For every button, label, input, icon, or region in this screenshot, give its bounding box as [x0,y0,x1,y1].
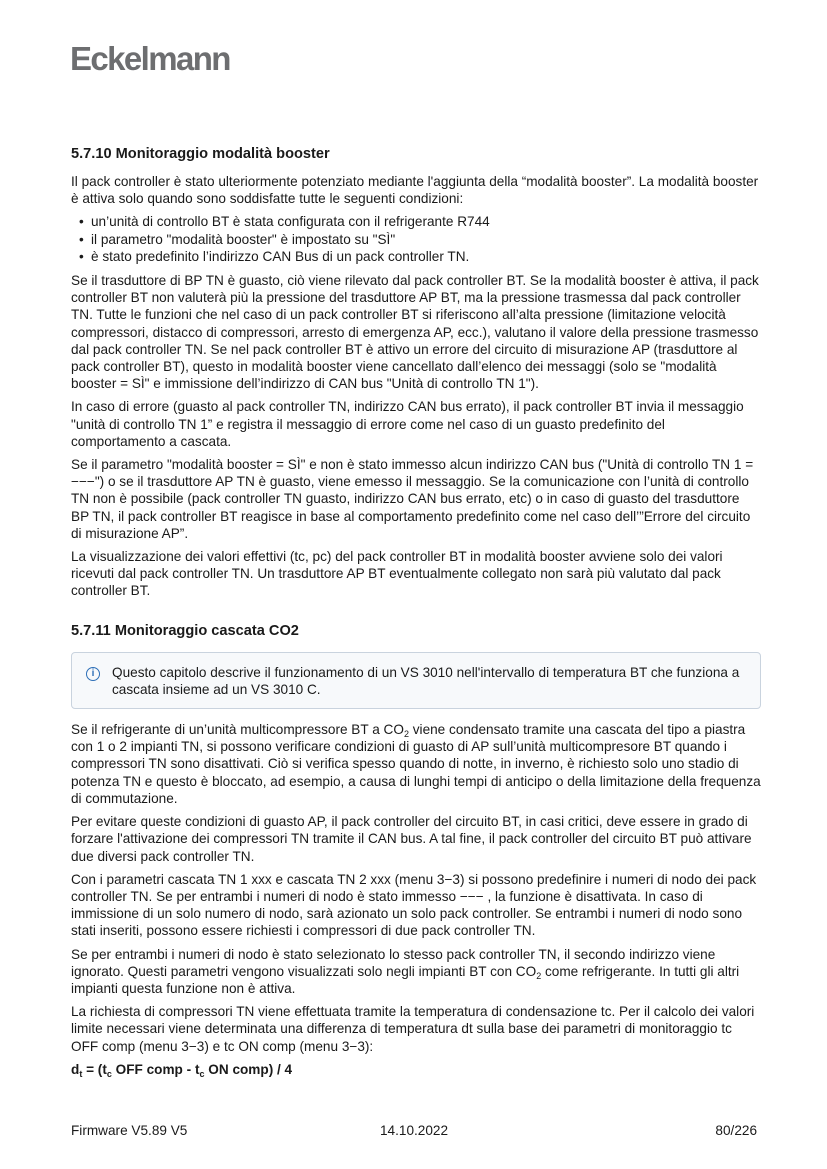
paragraph: Con i parametri cascata TN 1 xxx e cascata TN 2 xxx (menu 3−3) si possono predefinire i numeri di nodo dei pack controller TN. Se per entrambi i numeri di nodo è stato immesso −−− , la funzione è disattivata. In caso di immissione di un solo numero di nodo, sarà azionato un solo pack controller. Se entrambi i numeri di nodo sono stati inseriti, possono essere richiesti i compressori di due pack controller TN. [71,871,757,939]
paragraph: La richiesta di compressori TN viene effettuata tramite la temperatura di condensazione tc. Per il calcolo dei valori limite necessari viene determinata una differenza di temperatura dt sulla base dei parametri di monitoraggio tc OFF comp (menu 3−3) e tc ON comp (menu 3−3): [71,1004,755,1054]
paragraph: La visualizzazione dei valori effettivi (tc, pc) del pack controller BT in modalità booster avviene solo dei valori ricevuti dal pack controller TN. Un trasduttore AP BT eventualmente collegato non sarà più valutato dal pack controller BT. [71,549,723,599]
formula [71,1061,761,1078]
subscript: c [106,1068,112,1079]
paragraph: Se il parametro "modalità booster = SÌ" e non è stato immesso alcun indirizzo CAN bus ("Unità di controllo TN 1 = −−−") o se il trasduttore AP TN è guasto, viene emesso il messaggio. Se la comunicazione con l’unità di controllo TN non è possibile (pack controller TN guasto, indirizzo CAN bus errato, etc) o in caso di guasto del trasduttore BP TN, il pack controller BT reagisce in base al comportamento predefinito come nel caso dell’”Errore del circuito di misurazione AP”. [71,457,754,541]
page-footer [71,1122,757,1140]
info-text: Questo capitolo descrive il funzionamento di un VS 3010 nell'intervallo di temperatura BT che funziona a cascata insieme ad un VS 3010 C. [112,664,740,697]
text: Se per entrambi i numeri di nodo è stato selezionato lo stesso pack controller TN, il secondo indirizzo viene ignorato. Questi parametri vengono visualizzati solo negli impianti BT con CO [71,946,716,979]
list-item: • un’unità di controllo BT è stata configurata con il refrigerante R744 [79,213,761,230]
conditions-list [71,213,761,265]
list-item: • è stato predefinito l’indirizzo CAN Bus di un pack controller TN. [79,248,761,265]
info-icon: i [86,667,100,681]
document-body [71,145,761,1084]
subscript: t [79,1068,83,1079]
text: come refrigerante. In tutti gli altri impianti questa funzione non è attiva. [71,963,740,996]
paragraph: Il pack controller è stato ulteriormente potenziato mediante l'aggiunta della “modalità booster”. La modalità booster è attiva solo quando sono soddisfatte tutte le seguenti condizioni: [71,174,759,207]
eckelmann-logo: Eckelmann [70,40,230,77]
paragraph: In caso di errore (guasto al pack controller TN, indirizzo CAN bus errato), il pack controller BT invia il messaggio "unità di controllo TN 1” e registra il messaggio di errore come nel caso di un guasto predefinito del comportamento a cascata. [71,399,744,449]
text: Se il refrigerante di un’unità multicompressore BT a CO [71,722,404,738]
text: viene condensato tramite una cascata del tipo a piastra con 1 o 2 impianti TN, si possono verificare condizioni di guasto di AP sull’unità multicompresore BT quando i compressori TN sono disattivati. Ciò si verifica spesso quando di notte, in inverno, è richiesto solo uno stadio di potenza TN e questo è bloccato, ad esempio, a causa di lunghi tempi di anticipo o della limitazione della frequenza di commutazione. [71,722,761,806]
subscript: 2 [536,970,542,981]
section-heading-booster: 5.7.10 Monitoraggio modalità booster [71,146,330,162]
info-box [71,652,761,709]
list-item: • il parametro "modalità booster" è impostato su "SÌ" [79,231,761,248]
paragraph: Se il trasduttore di BP TN è guasto, ciò viene rilevato dal pack controller BT. Se la modalità booster è attiva, il pack controller BT non valuterà più la pressione del trasduttore AP BT, ma la pressione trasmessa dal pack controller TN. Tutte le funzioni che nel caso di un pack controller BT si riferiscono all’alta pressione (limitazione velocità compressori, distacco di compressori, arresto di emergenza AP, ecc.), valutano il valore della pressione trasmesso dal pack controller TN. Se nel pack controller BT è attivo un errore del circuito di misurazione AP (trasduttore al pack controller BT), questo in modalità booster viene cancellato dall’elenco dei messaggi (solo se "modalità booster = SÌ" e immissione dell’indirizzo di CAN bus "Unità di controllo TN 1"). [71,273,759,392]
text: OFF comp - t [111,1061,200,1077]
firmware-version: Firmware V5.89 V5 [71,1123,188,1138]
text: ON comp) / 4 [204,1061,293,1077]
subscript: 2 [403,729,409,740]
subscript: c [199,1068,205,1079]
paragraph: Per evitare queste condizioni di guasto AP, il pack controller del circuito BT, in casi critici, deve essere in grado di forzare l'attivazione dei compressori TN tramite il CAN bus. A tal fine, il pack controller del circuito BT può attivare due diversi pack controller TN. [71,814,752,864]
section-heading-cascade: 5.7.11 Monitoraggio cascata CO2 [71,622,299,639]
text: = (t [82,1061,107,1077]
paragraph [71,946,761,998]
paragraph [71,721,761,807]
document-date: 14.10.2022 [380,1123,449,1138]
page-number: 80/226 [715,1123,757,1138]
text: d [71,1061,80,1077]
